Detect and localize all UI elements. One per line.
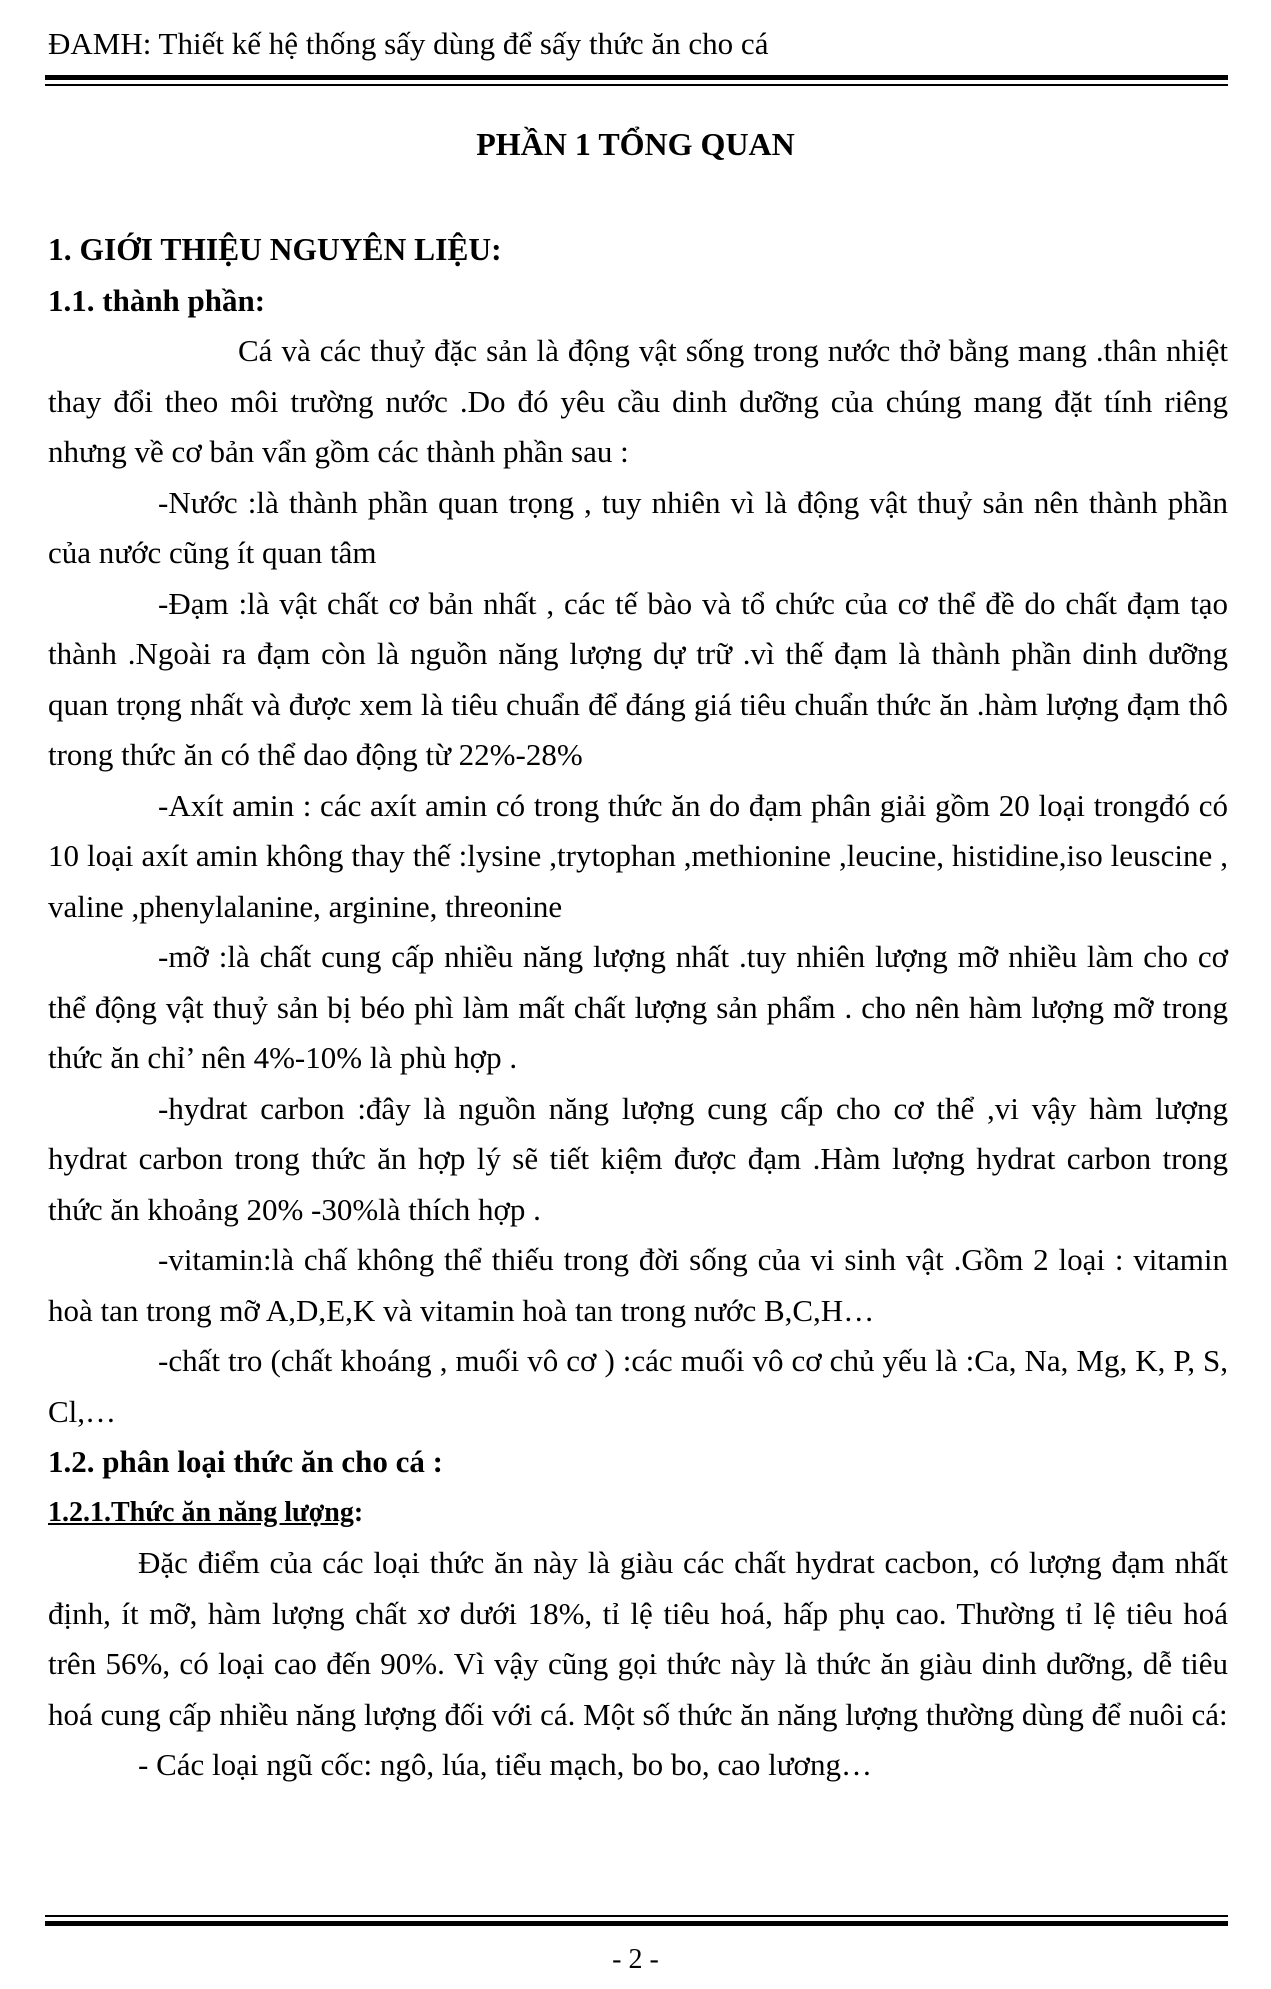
document-body — [48, 225, 1228, 1791]
subsection-heading: 1.1. thành phần: — [48, 282, 266, 318]
list-item: - Các loại ngũ cốc: ngô, lúa, tiểu mạch, bo bo, cao lương… — [138, 1747, 872, 1782]
intro-paragraph: Cá và các thuỷ đặc sản là động vật sống trong nước thở bằng mang .thân nhiệt thay đổi theo môi trường nước .Do đó yêu cầu dinh dưỡng của chúng mang đặt tính riêng nhưng về cơ bản vẩn gồm các thành phần sau : — [48, 333, 1228, 469]
list-item: -mỡ :là chất cung cấp nhiều năng lượng nhất .tuy nhiên lượng mỡ nhiều làm cho cơ thể động vật thuỷ sản bị béo phì làm mất chất lượng sản phẩm . cho nên hàm lượng mỡ trong thức ăn chỉ’ nên 4%-10% là phù hợp . — [48, 939, 1228, 1075]
footer-rule-thick — [45, 1921, 1228, 1926]
header-rule-thin — [45, 84, 1228, 86]
document-header-title: ĐAMH: Thiết kế hệ thống sấy dùng để sấy thức ăn cho cá — [48, 26, 769, 61]
footer-rule-thin — [45, 1915, 1228, 1917]
page-number: - 2 - — [612, 1944, 659, 1975]
header-rule-thick — [45, 75, 1228, 80]
heading-colon: : — [353, 1496, 364, 1528]
section-heading: 1. GIỚI THIỆU NGUYÊN LIỆU: — [48, 232, 502, 267]
list-item: -Axít amin : các axít amin có trong thức ăn do đạm phân giải gồm 20 loại trongđó có 10 loại axít amin không thay thế :lysine ,trytophan ,methionine ,leucine, histidine,iso leuscine , valine ,phenylalanine, arginine, threonine — [48, 787, 1228, 924]
list-item: -vitamin:là chấ không thể thiếu trong đời sống của vi sinh vật .Gồm 2 loại : vitamin hoà tan trong mỡ A,D,E,K và vitamin hoà tan trong nước B,C,H… — [48, 1242, 1228, 1328]
list-item: -chất tro (chất khoáng , muối vô cơ ) :các muối vô cơ chủ yếu là :Ca, Na, Mg, K, P, S, Cl,… — [48, 1343, 1228, 1429]
part-title: PHẦN 1 TỔNG QUAN — [476, 126, 795, 162]
body-paragraph: Đặc điểm của các loại thức ăn này là giàu các chất hydrat cacbon, có lượng đạm nhất định, ít mỡ, hàm lượng chất xơ dưới 18%, tỉ lệ tiêu hoá, hấp phụ cao. Thường tỉ lệ tiêu hoá trên 56%, có loại cao đến 90%. Vì vậy cũng gọi thức này là thức ăn giàu dinh dưỡng, dễ tiêu hoá cung cấp nhiều năng lượng đối với cá. Một số thức ăn năng lượng thường dùng để nuôi cá: — [48, 1545, 1228, 1732]
sub-subsection-heading-text: 1.2.1.Thức ăn năng lượng — [48, 1496, 354, 1528]
list-item: -hydrat carbon :đây là nguồn năng lượng cung cấp cho cơ thể ,vi vậy hàm lượng hydrat carbon trong thức ăn hợp lý sẽ tiết kiệm được đạm .Hàm lượng hydrat carbon trong thức ăn khoảng 20% -30%là thích hợp . — [48, 1090, 1228, 1227]
list-item: -Đạm :là vật chất cơ bản nhất , các tế bào và tổ chức của cơ thể đề do chất đạm tạo thành .Ngoài ra đạm còn là nguồn năng lượng dự trữ .vì thế đạm là thành phần dinh dưỡng quan trọng nhất và được xem là tiêu chuẩn để đáng giá tiêu chuẩn thức ăn .hàm lượng đạm thô trong thức ăn có thể dao động từ 22%-28% — [48, 585, 1228, 772]
subsection-heading: 1.2. phân loại thức ăn cho cá : — [48, 1444, 443, 1479]
sub-subsection-heading — [48, 1488, 1228, 1539]
list-item: -Nước :là thành phần quan trọng , tuy nhiên vì là động vật thuỷ sản nên thành phần của nước cũng ít quan tâm — [48, 484, 1228, 570]
